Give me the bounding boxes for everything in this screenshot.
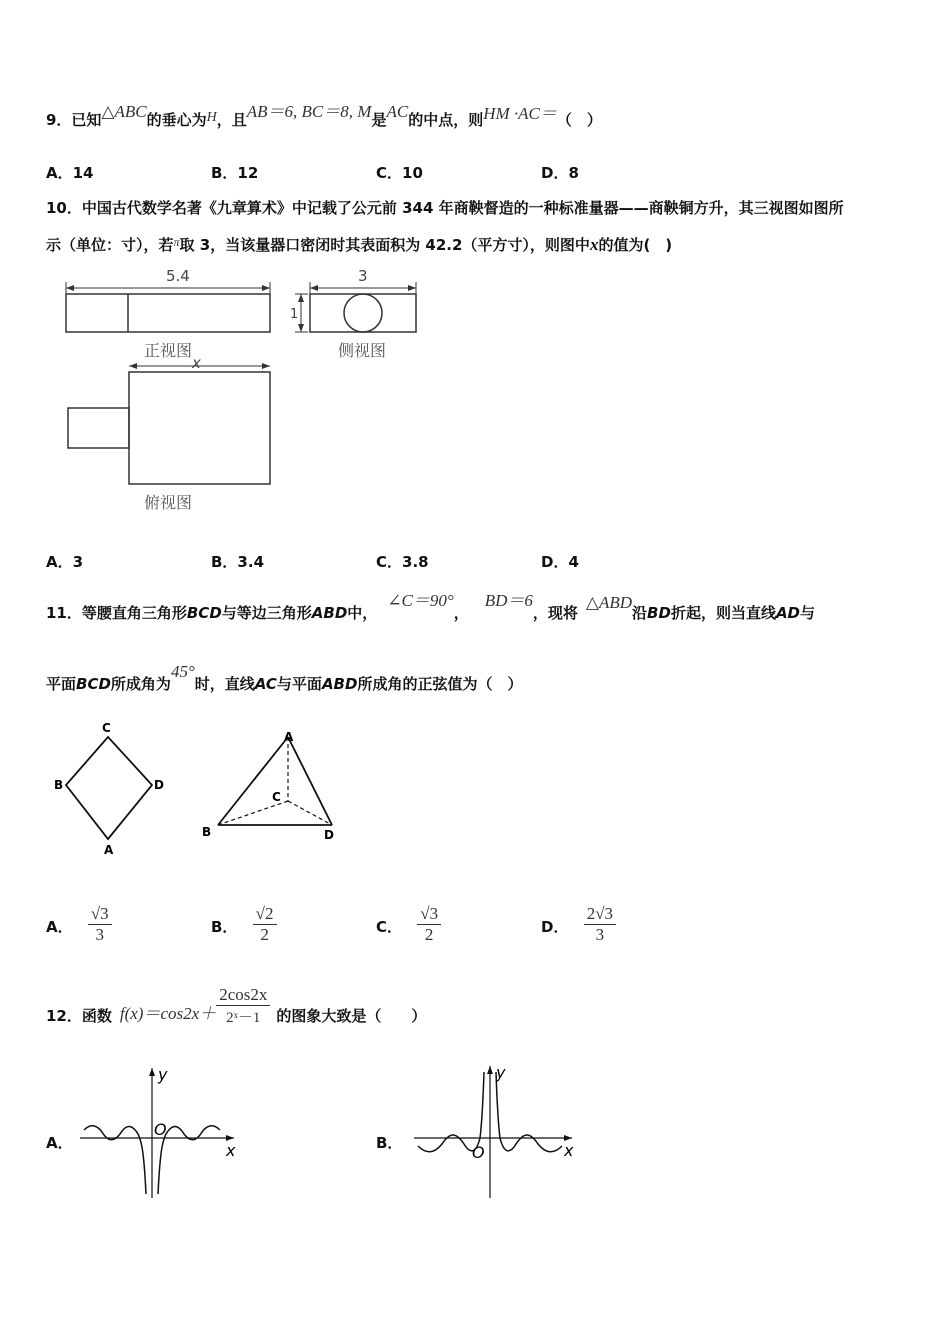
q11-math-45: 45° <box>170 662 195 681</box>
fraction-denominator: 2ˣ－1 <box>226 1010 261 1026</box>
tetra-label-a: A <box>284 730 294 744</box>
q10-three-view-figure <box>50 262 430 522</box>
q9-math-triangle: △ABC <box>101 102 147 121</box>
fraction-numerator: √3 <box>417 904 441 925</box>
q11-text: 平面 <box>46 675 77 693</box>
q11-figure <box>50 715 350 860</box>
q9-text: 的垂心为 <box>146 111 207 129</box>
q9-text: 是 <box>371 111 387 129</box>
q11-text: 与 <box>800 604 816 622</box>
rhombus-label-b: B <box>54 778 64 792</box>
q12-graph-a[interactable] <box>76 1062 246 1202</box>
top-dim-label: x <box>192 354 201 372</box>
q12-graph-b[interactable] <box>410 1062 585 1202</box>
q11-text: 所成角的正弦值为（ ） <box>357 675 523 693</box>
fraction-denominator: 2 <box>424 925 434 944</box>
rhombus-label-a: A <box>104 843 114 857</box>
q9-text: ，且 <box>216 111 247 129</box>
q9-math-ac: AC <box>386 102 409 121</box>
option-label: B． <box>211 918 238 936</box>
q9-math-hm: HM ·AC＝ <box>483 104 557 123</box>
fraction-denominator: 2 <box>260 925 269 944</box>
q11-text: ， <box>453 604 469 622</box>
option-label: D． <box>541 918 569 936</box>
q9-number: 9．已知 <box>46 111 102 129</box>
rhombus-label-d: D <box>154 778 164 792</box>
q11-stem-line1 <box>46 591 816 623</box>
top-view <box>68 363 270 484</box>
tetrahedron-figure <box>218 737 332 825</box>
q9-option-d[interactable]: D．8 <box>541 164 579 182</box>
q11-bcd: BCD <box>186 604 222 622</box>
q9-stem <box>46 102 602 130</box>
q11-bcd: BCD <box>76 675 111 693</box>
graph-a-curve-right <box>158 1126 220 1194</box>
q9-text: 的中点，则 <box>408 111 484 129</box>
fraction <box>253 904 277 945</box>
option-label: A． <box>46 918 73 936</box>
q9-math-h: H <box>206 110 217 125</box>
q9-math-ab: AB＝6, BC＝8, M <box>246 102 372 121</box>
q11-text: 与等边三角形 <box>221 604 312 622</box>
q11-text: 与平面 <box>276 675 322 693</box>
q11-text: 所成角为 <box>110 675 171 693</box>
q10-option-d[interactable]: D．4 <box>541 553 579 571</box>
graph-b-x-label: x <box>564 1141 574 1160</box>
fraction <box>417 904 441 945</box>
q10-text: 取 3，当该量器口密闭时其表面积为 42.2（平方寸），则图中 <box>179 236 590 254</box>
graph-b-y-label: y <box>496 1063 506 1082</box>
q11-option-d[interactable] <box>541 904 616 945</box>
q11-math-bd: BD＝6 <box>484 591 533 610</box>
q10-text: 的值为( ) <box>598 236 673 254</box>
side-view-label: 侧视图 <box>338 341 387 360</box>
q10-math-pi: π <box>173 235 180 249</box>
q10-option-c[interactable]: C．3.8 <box>376 553 429 571</box>
rhombus-label-c: C <box>102 721 111 735</box>
fraction-numerator: 2√3 <box>584 904 616 925</box>
q11-stem-line2 <box>46 662 523 694</box>
q11-ad: AD <box>775 604 801 622</box>
q12-option-b[interactable]: B． <box>376 1134 403 1152</box>
q11-text: ，现将 <box>532 604 578 622</box>
graph-b-curve-right <box>496 1072 562 1152</box>
fraction-denominator: 3 <box>95 925 105 944</box>
q9-option-c[interactable]: C．10 <box>376 164 423 182</box>
q11-text: 沿 <box>632 604 648 622</box>
q11-option-c[interactable] <box>376 904 441 945</box>
q11-bd: BD <box>647 604 671 622</box>
front-dim-label: 5.4 <box>166 267 190 285</box>
q11-abd: ABD <box>321 675 358 693</box>
q10-math-x: x <box>589 235 599 254</box>
q12-stem <box>46 985 426 1027</box>
q11-abd: ABD <box>311 604 348 622</box>
q10-stem-line1: 10．中国古代数学名著《九章算术》中记载了公元前 344 年商鞅督造的一种标准量器——商鞅铜方升，其三视图如图所 <box>46 199 844 217</box>
q11-option-a[interactable] <box>46 904 112 945</box>
side-dim-label: 3 <box>358 267 368 285</box>
q11-ac: AC <box>254 675 277 693</box>
fraction-numerator: √2 <box>253 904 277 925</box>
height-dim-label: 1 <box>290 307 299 322</box>
q10-stem-line2 <box>46 234 672 255</box>
q10-text: 示（单位：寸），若 <box>46 236 174 254</box>
fraction-numerator: 2cos2x <box>216 985 270 1006</box>
q12-fraction <box>216 985 270 1027</box>
fraction <box>88 904 112 945</box>
fraction-numerator: √3 <box>88 904 112 925</box>
graph-a-y-label: y <box>158 1065 168 1084</box>
graph-b-curve-left <box>418 1072 484 1152</box>
q12-math-f: f(x)＝cos2x＋ <box>119 1003 217 1023</box>
q10-option-a[interactable]: A．3 <box>46 553 84 571</box>
tetra-label-c: C <box>272 790 281 804</box>
fraction-denominator: 3 <box>595 925 605 944</box>
tetra-label-d: D <box>324 828 334 842</box>
q11-text: 折起，则当直线 <box>670 604 776 622</box>
q11-text: 11．等腰直角三角形 <box>46 604 187 622</box>
graph-a-origin-label: O <box>154 1120 167 1139</box>
graph-b-origin-label: O <box>472 1143 485 1162</box>
q12-option-a[interactable]: A． <box>46 1134 73 1152</box>
top-view-label: 俯视图 <box>144 493 193 512</box>
q9-option-a[interactable]: A．14 <box>46 164 94 182</box>
y-axis-arrow-icon <box>149 1068 155 1076</box>
q11-math-abd: △ABD <box>585 593 633 612</box>
tetra-label-b: B <box>202 825 212 839</box>
q9-option-b[interactable]: B．12 <box>211 164 259 182</box>
q12-text: 12．函数 <box>46 1006 112 1025</box>
option-label: C． <box>376 918 403 936</box>
q11-option-b[interactable] <box>211 904 277 945</box>
front-view <box>66 282 270 332</box>
side-view <box>295 282 416 332</box>
rhombus-figure <box>66 737 152 839</box>
q11-text: 中， <box>347 604 378 622</box>
y-axis-arrow-icon <box>487 1066 493 1074</box>
q12-text: 的图象大致是（ ） <box>276 1006 427 1025</box>
q10-option-b[interactable]: B．3.4 <box>211 553 265 571</box>
fraction <box>584 904 616 945</box>
front-view-label: 正视图 <box>144 341 193 360</box>
q11-math-angle-c: ∠C＝90° <box>387 591 454 610</box>
q11-text: 时，直线 <box>194 675 255 693</box>
graph-a-x-label: x <box>226 1141 236 1160</box>
graph-a-curve-left <box>84 1126 146 1194</box>
q9-paren: （ ） <box>556 111 602 129</box>
